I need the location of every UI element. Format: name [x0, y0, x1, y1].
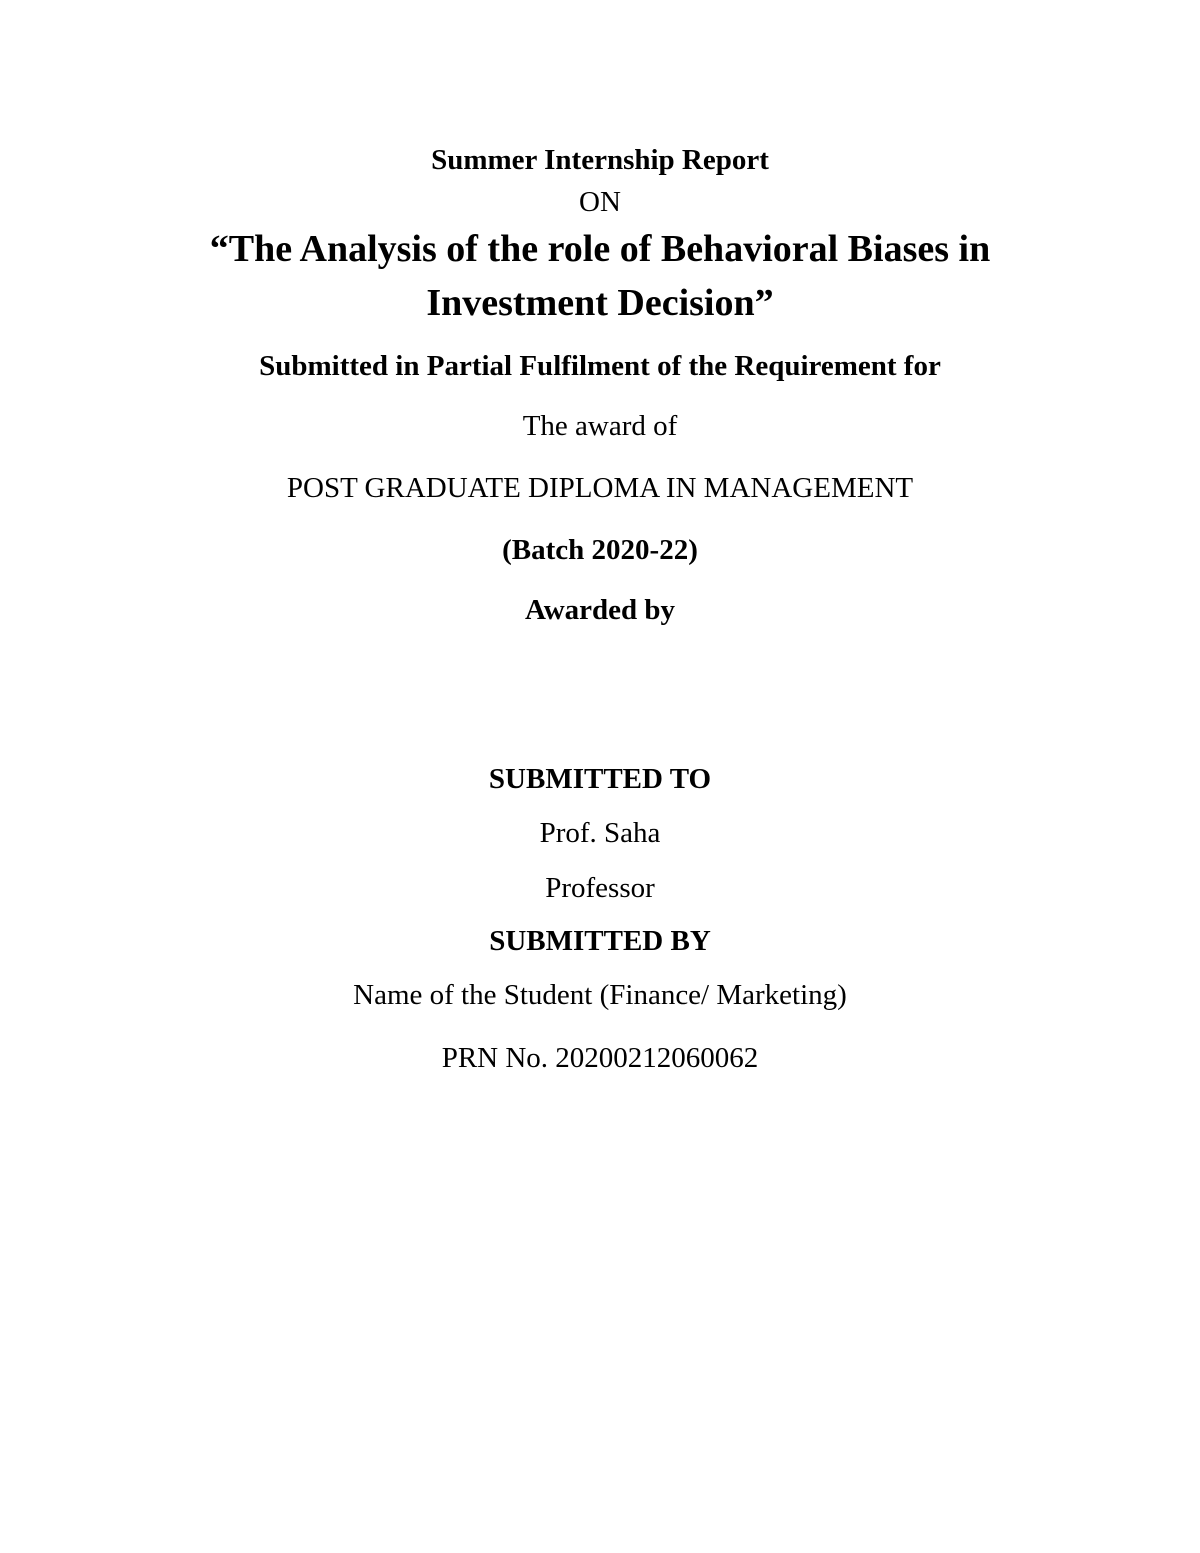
report-title-line-1: “The Analysis of the role of Behavioral Biases in [209, 228, 991, 270]
supervisor-designation: Professor [545, 872, 655, 904]
report-title-line-2: Investment Decision” [426, 282, 774, 324]
award-of-label: The award of [522, 410, 678, 442]
submitted-by-heading: SUBMITTED BY [489, 925, 711, 957]
report-type-heading: Summer Internship Report [431, 144, 769, 176]
student-name: Name of the Student (Finance/ Marketing) [353, 979, 847, 1011]
prn-number: PRN No. 20200212060062 [441, 1042, 759, 1074]
submission-statement: Submitted in Partial Fulfilment of the Requirement for [259, 350, 941, 382]
awarded-by-label: Awarded by [524, 594, 676, 626]
on-label: ON [579, 186, 621, 218]
supervisor-name: Prof. Saha [539, 817, 661, 849]
degree-name: POST GRADUATE DIPLOMA IN MANAGEMENT [286, 472, 914, 504]
batch-label: (Batch 2020-22) [502, 534, 698, 566]
submitted-to-heading: SUBMITTED TO [488, 763, 712, 795]
